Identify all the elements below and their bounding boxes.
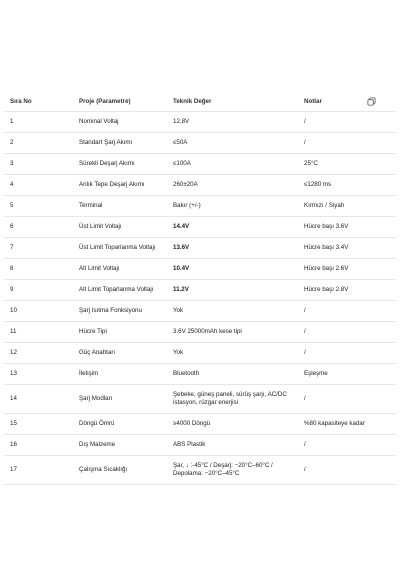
cell-param: İletişim [73, 364, 167, 385]
table-row [4, 154, 396, 175]
cell-note: Hücre başı 3.4V [298, 238, 396, 259]
table-body [4, 112, 396, 485]
cell-note: %80 kapasiteye kadar [298, 414, 396, 435]
table-row [4, 112, 396, 133]
cell-param: Terminal [73, 196, 167, 217]
cell-note: Hücre başı 2.6V [298, 259, 396, 280]
cell-param: Anlık Tepe Deşarj Akımı [73, 175, 167, 196]
cell-param: Güç Anahtarı [73, 343, 167, 364]
cell-value: ≤100A [167, 154, 298, 175]
cell-param: Döngü Ömrü [73, 414, 167, 435]
cell-value: 10.4V [167, 259, 298, 280]
cell-param: Sürekli Deşarj Akımı [73, 154, 167, 175]
col-header-param: Proje (Parametre) [73, 92, 167, 112]
cell-param: Hücre Tipi [73, 322, 167, 343]
cell-value: ABS Plastik [167, 435, 298, 456]
cell-no: 17 [4, 456, 73, 485]
cell-no: 1 [4, 112, 73, 133]
cell-param: Üst Limit Toparlanma Voltajı [73, 238, 167, 259]
cell-param: Alt Limit Voltajı [73, 259, 167, 280]
table-row [4, 385, 396, 414]
col-header-no: Sıra No [4, 92, 73, 112]
cell-value: 13.6V [167, 238, 298, 259]
cell-param: Standart Şarj Akımı [73, 133, 167, 154]
cell-note: / [298, 322, 396, 343]
table-row [4, 196, 396, 217]
cell-no: 15 [4, 414, 73, 435]
cell-value: 12.8V [167, 112, 298, 133]
table-header-row [4, 92, 396, 112]
cell-no: 5 [4, 196, 73, 217]
cell-param: Nominal Voltaj [73, 112, 167, 133]
cell-value: Yok [167, 301, 298, 322]
cell-note: Kırmızı / Siyah [298, 196, 396, 217]
col-header-note-label: Notlar [304, 97, 322, 105]
cell-no: 16 [4, 435, 73, 456]
cell-value: 11.2V [167, 280, 298, 301]
cell-note: Hücre başı 2.8V [298, 280, 396, 301]
copy-icon[interactable] [367, 97, 376, 106]
cell-no: 7 [4, 238, 73, 259]
spec-table [4, 92, 396, 485]
table-row [4, 259, 396, 280]
cell-no: 14 [4, 385, 73, 414]
col-header-note [298, 92, 396, 112]
cell-value: Şar, ↓ :-45°C / Deşarj: −20°C–60°C / Depolama: −20°C–45°C [167, 456, 298, 485]
cell-no: 6 [4, 217, 73, 238]
cell-no: 9 [4, 280, 73, 301]
cell-value: 14.4V [167, 217, 298, 238]
cell-note: Eşleşme [298, 364, 396, 385]
cell-param: Alt Limit Toparlanma Voltajı [73, 280, 167, 301]
col-header-value: Teknik Değer [167, 92, 298, 112]
cell-no: 8 [4, 259, 73, 280]
cell-no: 4 [4, 175, 73, 196]
copy-icon-glyph [367, 97, 376, 106]
cell-note: / [298, 456, 396, 485]
cell-note: / [298, 385, 396, 414]
table-row [4, 175, 396, 196]
spec-table-container [0, 92, 400, 485]
table-row [4, 280, 396, 301]
cell-param: Şarj Isıtma Fonksiyonu [73, 301, 167, 322]
cell-note: 25°C [298, 154, 396, 175]
table-row [4, 217, 396, 238]
cell-no: 3 [4, 154, 73, 175]
cell-note: / [298, 112, 396, 133]
cell-value: Yok [167, 343, 298, 364]
cell-value: 260±20A [167, 175, 298, 196]
cell-no: 2 [4, 133, 73, 154]
cell-value: ≤50A [167, 133, 298, 154]
cell-param: Dış Malzeme [73, 435, 167, 456]
cell-param: Şarj Modları [73, 385, 167, 414]
cell-note: ≤1280 ms [298, 175, 396, 196]
cell-no: 11 [4, 322, 73, 343]
table-row [4, 133, 396, 154]
cell-note: / [298, 343, 396, 364]
cell-no: 10 [4, 301, 73, 322]
cell-no: 13 [4, 364, 73, 385]
cell-value: Şebeke, güneş paneli, sürüş şarjı, AC/DC istasyon, rüzgar enerjisi [167, 385, 298, 414]
cell-value: 3.6V 25000mAh kese tipi [167, 322, 298, 343]
cell-note: / [298, 133, 396, 154]
cell-param: Üst Limit Voltajı [73, 217, 167, 238]
cell-value: ≥4000 Döngü [167, 414, 298, 435]
cell-value: Bluetooth [167, 364, 298, 385]
cell-note: / [298, 435, 396, 456]
cell-no: 12 [4, 343, 73, 364]
cell-note: Hücre başı 3.6V [298, 217, 396, 238]
cell-param: Çalışma Sıcaklığı [73, 456, 167, 485]
table-row [4, 364, 396, 385]
table-row [4, 238, 396, 259]
table-row [4, 322, 396, 343]
cell-note: / [298, 301, 396, 322]
table-row [4, 301, 396, 322]
table-row [4, 414, 396, 435]
table-row [4, 456, 396, 485]
cell-value: Bakır (+/-) [167, 196, 298, 217]
table-row [4, 435, 396, 456]
table-row [4, 343, 396, 364]
